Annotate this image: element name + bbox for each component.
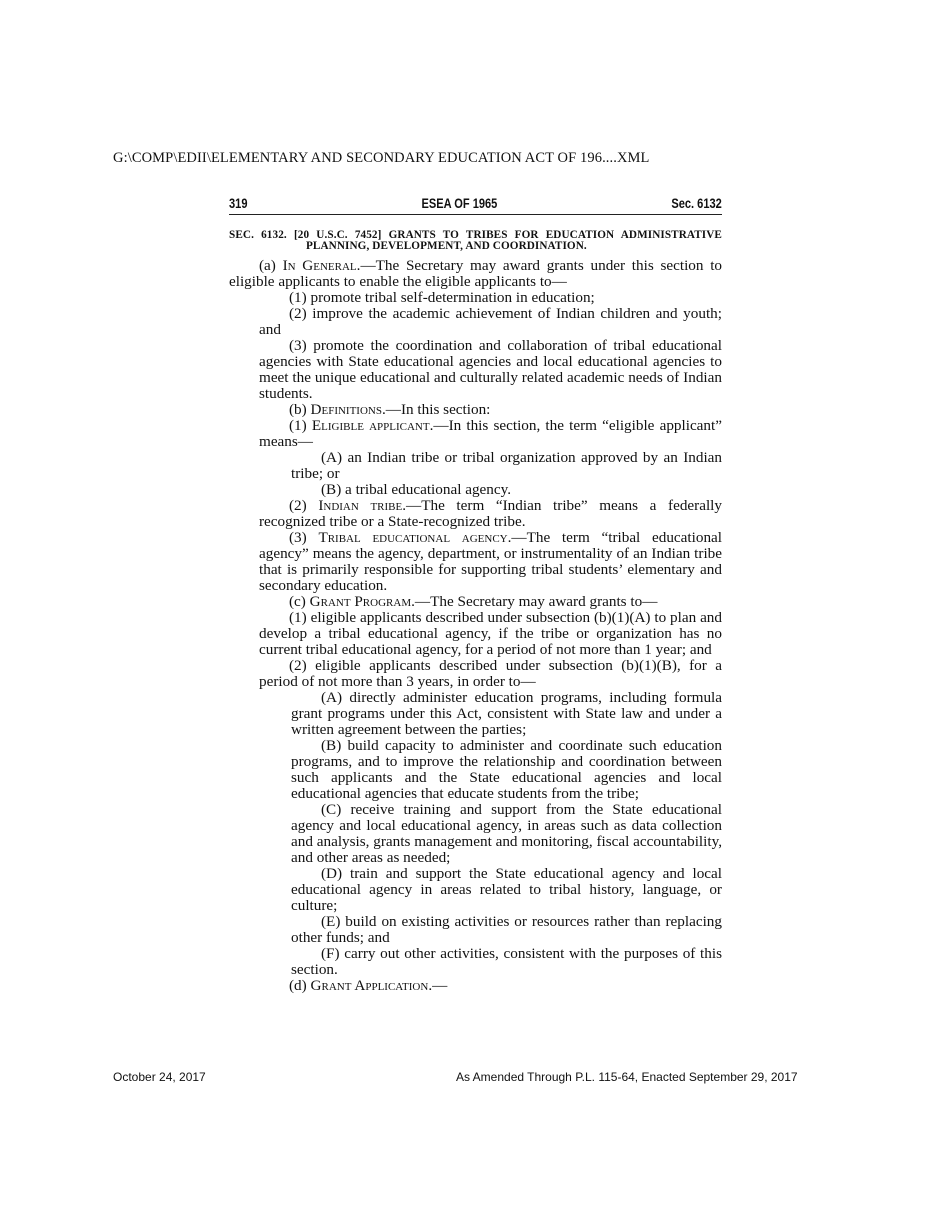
page-number: 319 xyxy=(229,196,248,211)
paragraph-c2: (2) eligible applicants described under subsection (b)(1)(B), for a period of not more than 3 years, in order to— xyxy=(259,657,722,690)
paragraph-c2A: (A) directly administer education programs, including formula grant programs under this Act, consistent with State law and under a written agreement between the parties; xyxy=(291,689,722,738)
paragraph-a3: (3) promote the coordination and collaboration of tribal educational agencies with State educational agencies and local educational agencies to meet the unique educational and culturally related academic needs of Indian students. xyxy=(259,337,722,402)
file-path: G:\COMP\EDII\ELEMENTARY AND SECONDARY EDUCATION ACT OF 196....XML xyxy=(113,150,650,166)
paragraph-c2C: (C) receive training and support from the State educational agency and local educational agency, in areas such as data collection and analysis, grants management and monitoring, fiscal accountability, and other areas as needed; xyxy=(291,801,722,866)
paragraph-b1A: (A) an Indian tribe or tribal organization approved by an Indian tribe; or xyxy=(291,449,722,482)
footer-date: October 24, 2017 xyxy=(113,1070,206,1084)
paragraph-c1: (1) eligible applicants described under subsection (b)(1)(A) to plan and develop a tribal educational agency, if the tribe or organization has no current tribal educational agency, for a period of not more than 1 year; and xyxy=(259,609,722,658)
paragraph-c2F: (F) carry out other activities, consistent with the purposes of this section. xyxy=(291,945,722,978)
paragraph-c2D: (D) train and support the State educational agency and local educational agency in areas related to tribal history, language, or culture; xyxy=(291,865,722,914)
footer-amended: As Amended Through P.L. 115-64, Enacted September 29, 2017 xyxy=(456,1070,798,1084)
paragraph-a1: (1) promote tribal self-determination in education; xyxy=(289,289,595,306)
section-ref: Sec. 6132 xyxy=(671,196,722,211)
paragraph-c2B: (B) build capacity to administer and coordinate such education programs, and to improve the relationship and coordination between such applicants and the State educational agencies and local educational agencies that educate students from the tribe; xyxy=(291,737,722,802)
running-head xyxy=(229,196,722,213)
paragraph-b3: (3) Tribal educational agency.—The term “tribal educational agency” means the agency, department, or instrumentality of an Indian tribe that is primarily responsible for supporting tribal students’ elementary and secondary education. xyxy=(259,529,722,594)
paragraph-c2E: (E) build on existing activities or resources rather than replacing other funds; and xyxy=(291,913,722,946)
paragraph-c: (c) Grant Program.—The Secretary may award grants to— xyxy=(289,593,658,610)
paragraph-b1: (1) Eligible applicant.—In this section, the term “eligible applicant” means— xyxy=(259,417,722,450)
paragraph-b1B: (B) a tribal educational agency. xyxy=(321,481,512,498)
document-page xyxy=(229,196,722,994)
paragraph-a2: (2) improve the academic achievement of Indian children and youth; and xyxy=(259,305,722,338)
paragraph-b2: (2) Indian tribe.—The term “Indian tribe” means a federally recognized tribe or a State-recognized tribe. xyxy=(259,497,722,530)
header-rule xyxy=(229,214,722,215)
section-heading: SEC. 6132. [20 U.S.C. 7452] GRANTS TO TRIBES FOR EDUCATION ADMINISTRATIVE PLANNING, DEVELOPMENT, AND COORDINATION. xyxy=(229,229,722,252)
paragraph-a: (a) In General.—The Secretary may award grants under this section to eligible applicants to enable the eligible applicants to— xyxy=(229,257,723,290)
paragraph-b: (b) Definitions.—In this section: xyxy=(289,401,491,418)
running-title: ESEA OF 1965 xyxy=(421,196,498,211)
paragraph-d: (d) Grant Application.— xyxy=(289,977,448,994)
